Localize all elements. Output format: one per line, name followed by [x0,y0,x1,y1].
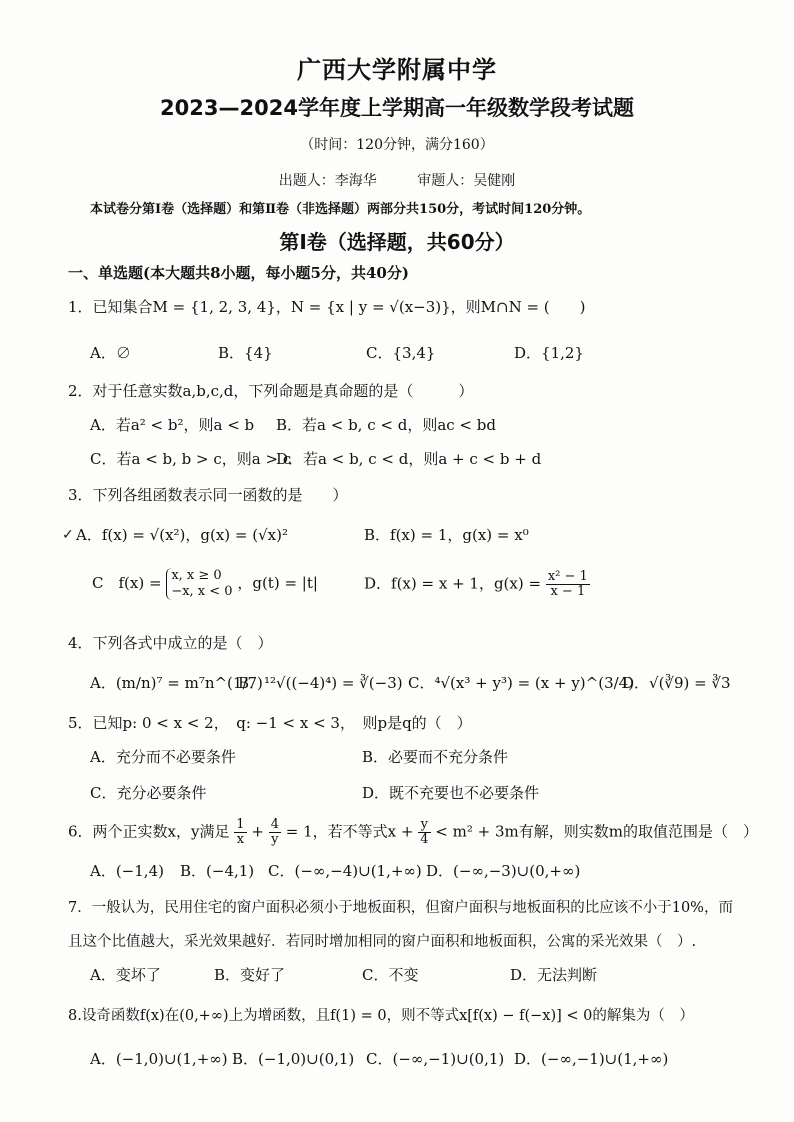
fraction-denominator: x − 1 [550,584,586,599]
fraction-numerator: 1 [236,817,245,832]
question-6-option-c: C．(−∞,−4)∪(1,+∞) [268,862,422,880]
question-5-option-c: C．充分必要条件 [90,784,207,802]
school-name: 广西大学附属中学 [297,56,497,84]
piecewise-brace [166,568,232,600]
question-6-option-d: D．(−∞,−3)∪(0,+∞) [426,862,581,880]
question-3-option-d-lead: D．f(x) = x + 1，g(x) = [364,574,542,593]
fraction-denominator: x [236,832,245,847]
question-2-option-d: D．若a < b, c < d，则a + c < b + d [276,450,542,468]
setter: 出题人：李海华 [278,173,377,189]
fraction-numerator: y [418,818,430,833]
fraction-denominator: 4 [420,832,429,847]
fraction [546,570,590,599]
section-title: 一、单选题(本大题共8小题，每小题5分，共40分) [68,264,409,282]
question-8-option-a: A．(−1,0)∪(1,+∞) [90,1050,228,1068]
question-7-option-c: C．不变 [362,966,419,984]
question-4-option-b: B．¹²√((−4)⁴) = ∛(−3) [238,674,403,692]
fraction-4-over-y [269,818,281,847]
question-6-stem-a: 6．两个正实数x，y满足 [68,822,230,841]
reviewer: 审题人：吴健刚 [417,173,516,189]
question-2-option-b: B．若a < b, c < d，则ac < bd [276,416,496,434]
time-info: （时间：120分钟，满分160） [300,137,494,153]
plus-sign: + [251,822,264,841]
question-4-stem: 4．下列各式中成立的是（ ） [68,634,273,652]
question-2-option-a: A．若a² < b²，则a < b [90,416,255,434]
question-8-option-c: C．(−∞,−1)∪(0,1) [366,1050,505,1068]
question-5-option-a: A．充分而不必要条件 [90,748,236,766]
part-title: 第Ⅰ卷（选择题，共60分） [279,230,515,254]
question-8-option-d: D．(−∞,−1)∪(1,+∞) [514,1050,669,1068]
question-5-option-d: D．既不充要也不必要条件 [362,784,540,802]
question-3-option-c-lead: C f(x) = [92,574,162,592]
question-5-option-b: B．必要而不充分条件 [362,748,509,766]
fraction-denominator: y [271,832,279,847]
question-4-option-d: D．√(∛9) = ∛3 [622,674,731,692]
question-7-line-2: 且这个比值越大，采光效果越好．若同时增加相同的窗户面积和地板面积，公寓的采光效果（ ）. [68,934,697,950]
check-mark-icon: ✓ [62,527,74,543]
question-1-option-a: A．∅ [90,344,131,362]
piecewise-case-1: x, x ≥ 0 [171,568,222,583]
question-6-stem [68,818,758,847]
authors-line [0,170,794,190]
fraction-numerator: x² − 1 [547,569,588,584]
question-1-option-c: C．{3,4} [366,344,436,362]
question-1-option-d: D．{1,2} [514,344,584,362]
fraction-y-over-4 [418,818,430,847]
fraction-1-over-x [234,818,246,847]
question-6-option-b: B．(−4,1) [180,862,255,880]
question-6-stem-c: < m² + 3m有解，则实数m的取值范围是（ ） [435,822,758,841]
question-3-option-c-tail: ，g(t) = |t| [237,574,318,592]
question-4-option-c: C．⁴√(x³ + y³) = (x + y)^(3/4) [408,674,635,692]
question-1-stem: 1．已知集合M = {1, 2, 3, 4}，N = {x | y = √(x−3)}，则M∩N = ( ) [68,298,586,316]
question-1-option-b: B．{4} [218,344,273,362]
question-8-stem: 8.设奇函数f(x)在(0,+∞)上为增函数，且f(1) = 0，则不等式x[f(x) − f(−x)] < 0的解集为（ ） [68,1008,694,1024]
question-7-line-1: 7．一般认为，民用住宅的窗户面积必须小于地板面积，但窗户面积与地板面积的比应该不小于10%，而 [68,900,733,916]
question-2-option-c: C．若a < b, b > c，则a > c [90,450,292,468]
question-7-option-d: D．无法判断 [510,966,598,984]
question-7-option-a: A．变坏了 [90,966,161,984]
question-8-option-b: B．(−1,0)∪(0,1) [232,1050,355,1068]
exam-intro: 本试卷分第Ⅰ卷（选择题）和第Ⅱ卷（非选择题）两部分共150分，考试时间120分钟。 [90,202,591,217]
exam-title: 2023—2024学年度上学期高一年级数学段考试题 [160,96,634,120]
question-6-stem-b: = 1，若不等式x + [285,822,414,841]
question-3-option-b: B．f(x) = 1，g(x) = x⁰ [364,526,529,544]
question-4-option-a: A．(m/n)⁷ = m⁷n^(1/7) [90,674,263,692]
question-3-option-d [364,570,590,599]
question-2-stem: 2．对于任意实数a,b,c,d，下列命题是真命题的是（ ） [68,382,474,400]
piecewise-case-2: −x, x < 0 [171,584,233,599]
question-3-option-c [92,568,318,600]
question-7-option-b: B．变好了 [214,966,286,984]
question-3-stem: 3．下列各组函数表示同一函数的是 ） [68,486,348,504]
question-5-stem: 5．已知p: 0 < x < 2， q: −1 < x < 3， 则p是q的（ ） [68,714,472,732]
question-3-option-a: A．f(x) = √(x²)，g(x) = (√x)² [76,526,288,544]
fraction-numerator: 4 [270,817,279,832]
question-6-option-a: A．(−1,4) [90,862,164,880]
